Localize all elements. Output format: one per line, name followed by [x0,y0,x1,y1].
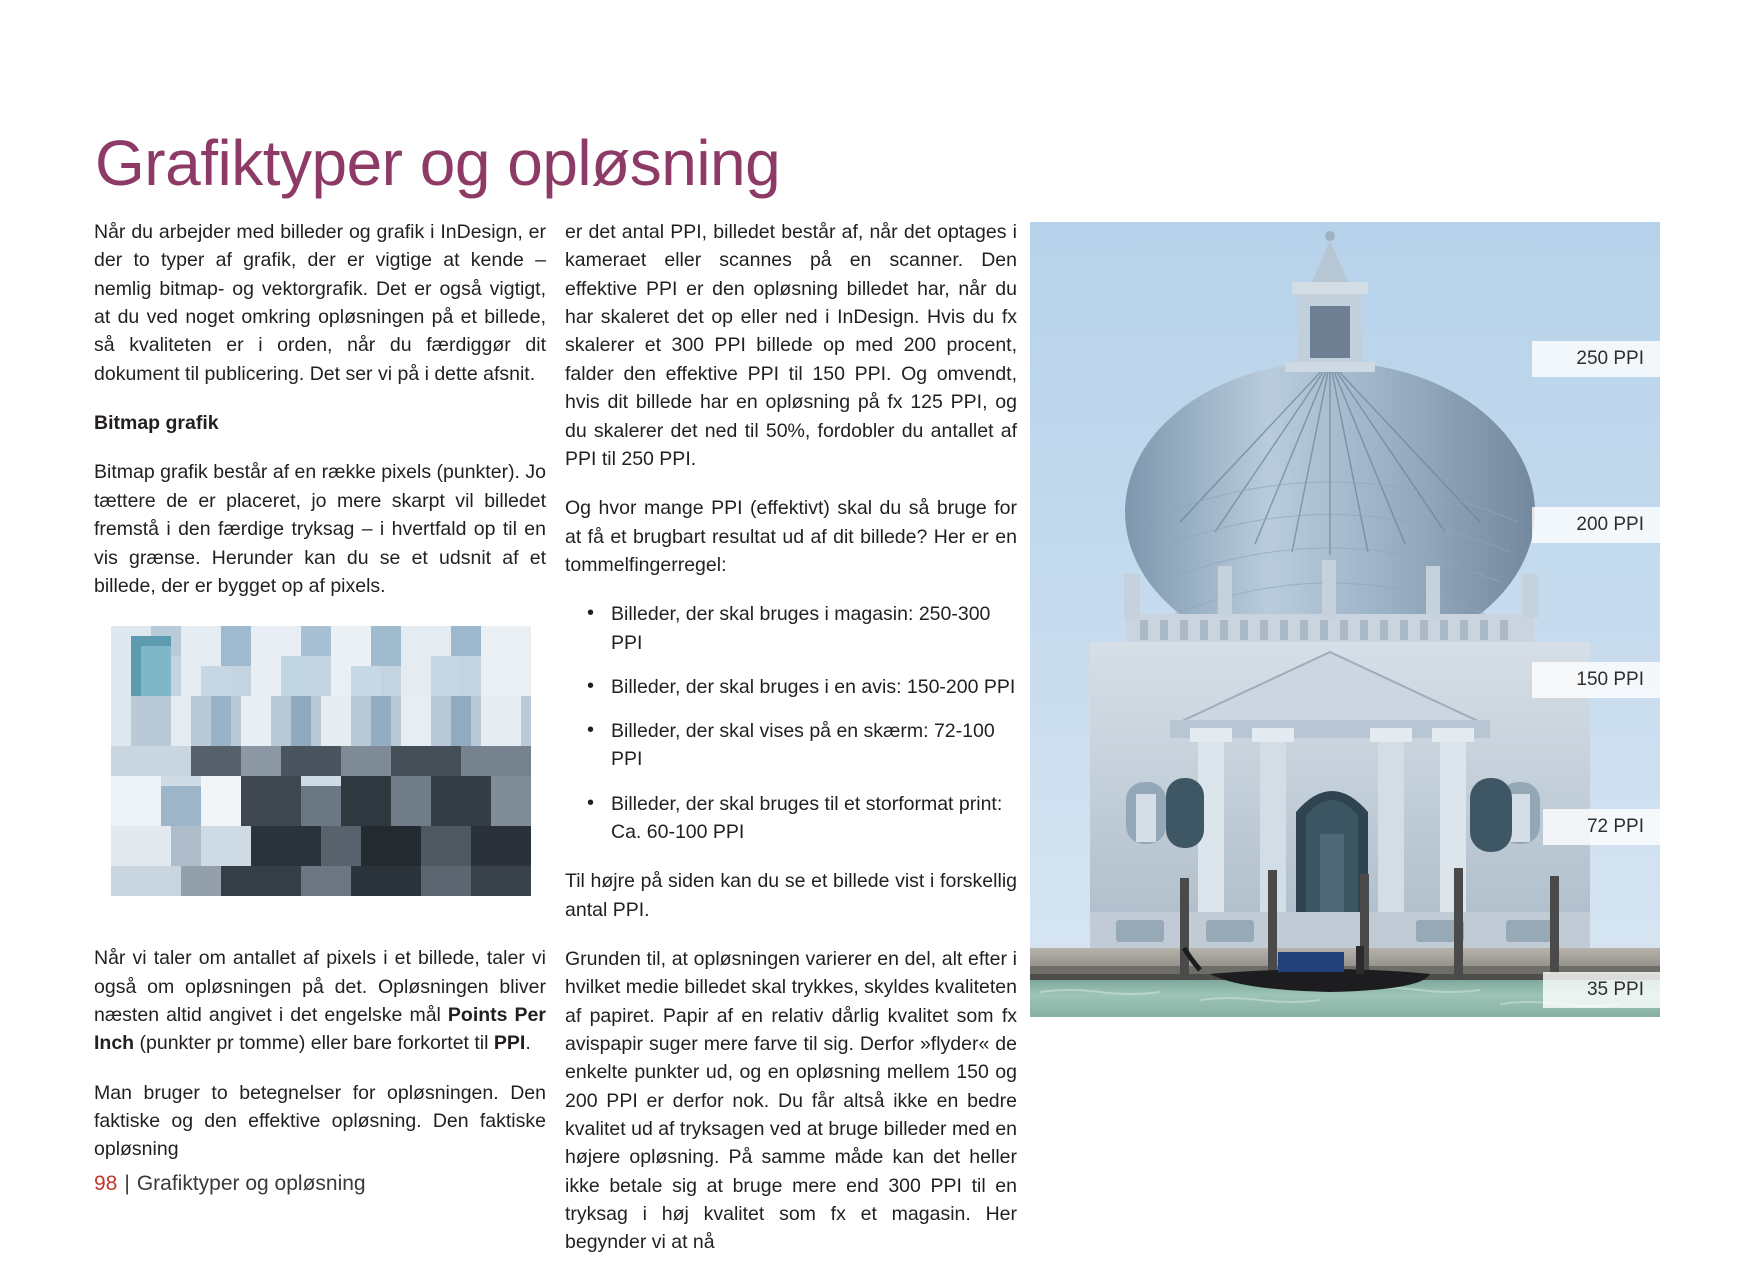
ppi-label-150: 150 PPI [1532,662,1660,698]
paragraph-rule-of-thumb-intro: Og hvor mange PPI (effektivt) skal du så bruge for at få et brugbart resultat ud af dit billede? Her er en tommelfingerregel: [565,497,1017,576]
bold-ppi: PPI [493,1032,526,1055]
paragraph-pixels-count-part1: Når vi taler om antallet af pixels i et billede, taler vi også om opløsningen på det. Opløsningen bliver næsten altid angivet i det engelske mål [94,947,546,1026]
ppi-label-200: 200 PPI [1532,507,1660,543]
page-title: Grafiktyper og opløsning [95,126,781,199]
paragraph-pixels-count [94,944,546,1057]
paragraph-two-designations: Man bruger to betegnelser for opløsningen. Den faktiske og den effektive opløsning. Den faktiske opløsning [94,1081,546,1161]
paragraph-pixels-count-part3: . [525,1032,531,1055]
list-item: • Billeder, der skal bruges i magasin: 250-300 PPI [587,600,1017,657]
paragraph-pixels-count-part2: (punkter pr tomme) eller bare forkortet til [134,1032,494,1055]
text-column-left [94,218,546,1185]
footer-section-title: Grafiktyper og opløsning [136,1172,366,1195]
ppi-rules-list [565,600,1017,846]
bold-points-per-inch: Points Per Inch [94,1003,546,1055]
ppi-label-35: 35 PPI [1543,972,1660,1008]
ppi-label-72: 72 PPI [1543,809,1660,845]
subheading-bitmap-grafik: Bitmap grafik [94,412,219,435]
footer-separator: | [124,1172,130,1195]
paragraph-intro: Når du arbejder med billeder og grafik i InDesign, er der to typer af grafik, der er vigtige at kende – nemlig bitmap- og vektorgrafik. Det er også vigtigt, at du ved noget omkring opløsningen på et billede, så kvaliteten er i orden, når du færdiggør dit dokument til publicering. Det ser vi på i dette afsnit. [94,221,546,385]
paragraph-see-right-side: Til højre på siden kan du se et billede vist i forskellig antal PPI. [565,870,1017,921]
text-column-right [565,218,1017,1278]
venice-basilica-photo [1030,222,1660,1017]
bitmap-sample-graphic [111,626,531,896]
list-item: • Billeder, der skal bruges til et storformat print: Ca. 60-100 PPI [587,790,1017,847]
list-item: • Billeder, der skal bruges i en avis: 150-200 PPI [587,673,1017,701]
page-footer [94,1172,366,1196]
footer-page-number: 98 [94,1172,118,1195]
paragraph-bitmap-description: Bitmap grafik består af en række pixels (punkter). Jo tættere de er placeret, jo mere skarpt vil billedet fremstå i den færdige tryksag – i hvertfald op til en vis grænse. Herunder kan du se et udsnit af et billede, der er bygget op af pixels. [94,461,546,597]
bitmap-sample-image [111,626,531,896]
ppi-label-250: 250 PPI [1532,341,1660,377]
paragraph-effective-ppi: er det antal PPI, billedet består af, når det optages i kameraet eller scannes på en scanner. Den effektive PPI er den opløsning billedet har, når du har skaleret det op eller ned i InDesign. Hvis du fx skalerer et 300 PPI billede op med 200 procent, falder den effektive PPI til 150 PPI. Og omvendt, hvis dit billede har en opløsning på fx 125 PPI, og du skalerer det ned til 50%, fordobler du antallet af PPI til 250 PPI. [565,221,1017,470]
paragraph-paper-quality: Grunden til, at opløsningen varierer en del, alt efter i hvilket medie billedet skal trykkes, skyldes kvaliteten af papiret. Papir af en relativ dårlig kvalitet som fx avispapir suger mere farve til sig. Derfor »flyder« de enkelte punkter ud, og en opløsning mellem 150 og 200 PPI er derfor nok. Du får altså ikke en bedre kvalitet ud af tryksagen ved at bruge billeder med en højere opløsning. På samme måde kan det heller ikke betale sig at bruge mere end 300 PPI til en tryksag i høj kvalitet som fx et magasin. Her begynder vi at nå [565,947,1018,1254]
list-item: • Billeder, der skal vises på en skærm: 72-100 PPI [587,717,1017,774]
